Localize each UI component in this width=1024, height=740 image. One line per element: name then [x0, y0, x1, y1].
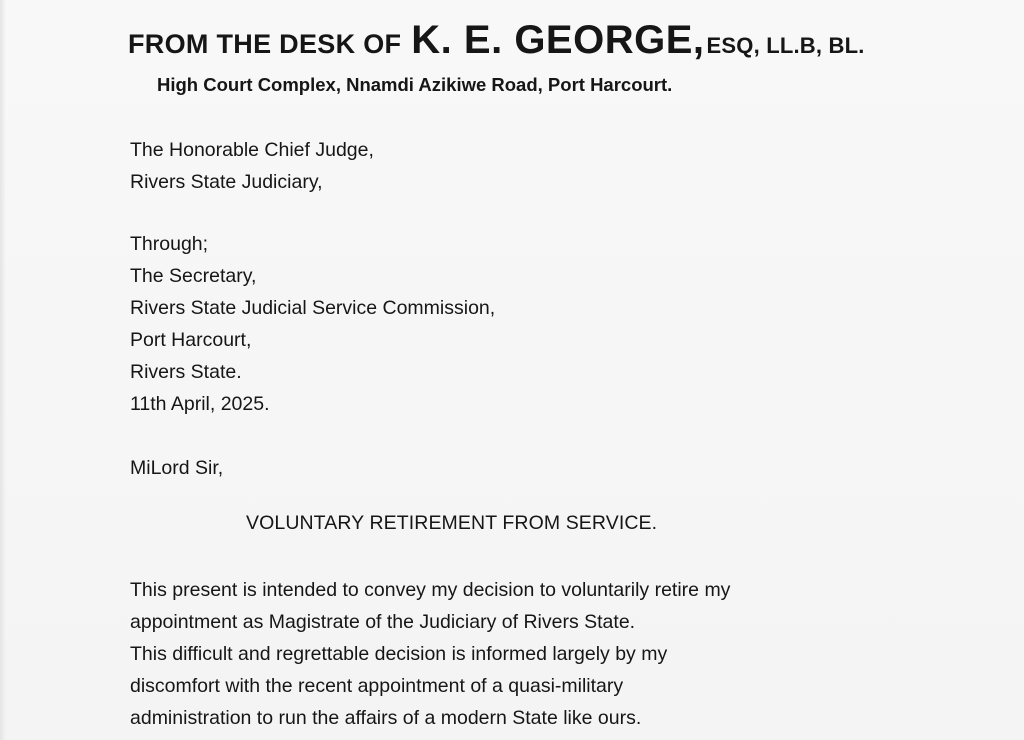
- paragraph-line: administration to run the affairs of a modern State like ours.: [130, 707, 642, 729]
- recipient-line: The Honorable Chief Judge,: [130, 139, 374, 161]
- through-block: [130, 228, 495, 420]
- paragraph-line: This present is intended to convey my decision to voluntarily retire my: [130, 579, 731, 601]
- letterhead-prefix: FROM THE DESK OF: [128, 29, 402, 59]
- letterhead-qualifications: ESQ, LL.B, BL.: [706, 33, 865, 58]
- through-line: The Secretary,: [130, 265, 257, 287]
- paragraph-line: discomfort with the recent appointment of a quasi-military: [130, 675, 624, 697]
- letterhead-name: K. E. GEORGE,: [411, 18, 705, 62]
- salutation: MiLord Sir,: [130, 457, 224, 479]
- letterhead-title: [128, 18, 888, 63]
- paragraph-line: appointment as Magistrate of the Judiciary of Rivers State.: [130, 611, 636, 633]
- letterhead: [128, 18, 888, 63]
- body-paragraph: [130, 574, 730, 734]
- through-line: Rivers State.: [130, 361, 242, 383]
- paragraph-line: This difficult and regrettable decision is informed largely by my: [130, 643, 668, 665]
- through-line: Rivers State Judicial Service Commission,: [130, 297, 496, 319]
- recipient-line: Rivers State Judiciary,: [130, 171, 323, 193]
- through-line: Through;: [130, 233, 209, 255]
- subject-heading: VOLUNTARY RETIREMENT FROM SERVICE.: [246, 512, 658, 534]
- page-edge-shadow: [0, 0, 6, 740]
- letterhead-address: High Court Complex, Nnamdi Azikiwe Road, Port Harcourt.: [157, 74, 673, 95]
- recipient-block: [130, 134, 374, 198]
- through-line: Port Harcourt,: [130, 329, 252, 351]
- letter-date: 11th April, 2025.: [130, 393, 270, 415]
